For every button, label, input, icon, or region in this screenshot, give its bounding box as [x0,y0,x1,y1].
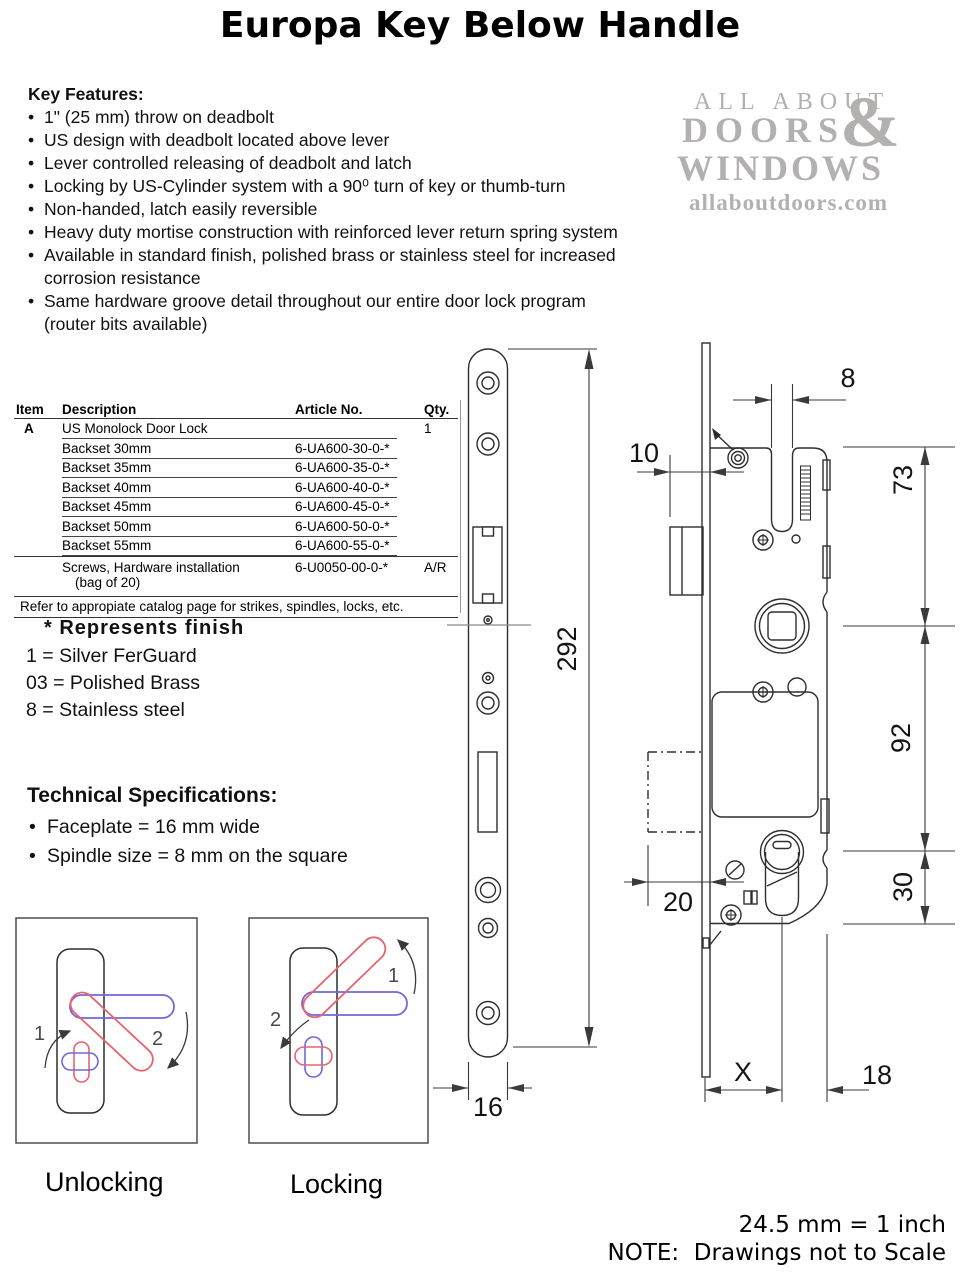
thumbturn-vertical [305,1037,322,1077]
deadbolt-extended [670,527,703,595]
feature-text: Same hardware groove detail throughout our entire door lock program [44,291,586,311]
escutcheon-plate [57,949,104,1113]
lever-lock-position [299,933,391,1022]
dim-label-18: 18 [861,1060,893,1090]
feature-text: Lever controlled releasing of deadbolt and latch [44,153,412,173]
spring [801,466,811,520]
bullet: • [29,816,36,838]
col-header-article: Article No. [295,402,363,417]
lever-unlock-position [66,988,158,1076]
cell-description: Backset 45mm [62,497,295,517]
thumbturn-horizontal [62,1053,98,1070]
cell-article: 6-UA600-50-0-* [295,517,397,537]
feature-text: Locking by US-Cylinder system with a 90⁰ turn of key or thumb-turn [44,176,566,196]
cell-item: A [24,421,34,436]
cell-article: 6-UA600-45-0-* [295,497,397,517]
latch-cutout [473,527,502,603]
dim-label-20: 20 [662,887,694,917]
spec-text: Spindle size = 8 mm on the square [47,845,348,867]
locking-caption: Locking [290,1169,384,1199]
cell-description: Backset 50mm [62,517,295,537]
case-plate [712,692,818,817]
col-header-item: Item [16,402,44,417]
faceplate-edge [702,343,710,1077]
locking-diagram [249,918,428,1143]
not-to-scale-note: NOTE: Drawings not to Scale [607,1240,946,1266]
step-number-2: 2 [270,1009,282,1031]
spec-text: Faceplate = 16 mm wide [47,816,260,838]
screws-desc-line1: Screws, Hardware installation [62,559,240,575]
step-number-2: 2 [152,1028,164,1050]
cell-article: 6-UA600-30-0-* [295,439,397,459]
small-block [752,891,757,904]
dim-label-292: 292 [552,626,582,672]
finish-heading: * Represents finish [44,617,245,639]
dim-label-30: 30 [888,871,918,903]
lever-locked-position [70,995,174,1018]
cell-article: 6-U0050-00-0-* [295,559,389,575]
bullet: • [28,153,35,173]
lever-unlocked-position [302,992,407,1015]
edge-clip [821,799,829,833]
feature-text: 1" (25 mm) throw on deadbolt [44,107,274,127]
cell-description: Backset 40mm [62,478,295,498]
logo-ampersand: & [840,82,900,162]
small-block [744,891,751,904]
dim-label-92: 92 [886,722,916,754]
logo-line-all-about: ALL ABOUT [694,89,891,115]
pin-hole [792,535,800,543]
step-number-1: 1 [388,965,400,987]
feature-text: (router bits available) [44,314,208,334]
thumbturn-vertical [74,1042,89,1082]
finish-code: 1 = Silver FerGuard [26,645,197,667]
unlocking-diagram [16,918,197,1143]
dim-label-73: 73 [888,464,918,496]
top-screw [728,448,748,468]
slotted-screw [726,861,744,879]
faceplate-front-drawing [447,349,531,1057]
deadbolt-cutout [478,752,497,832]
feature-text: Available in standard finish, polished brass or stainless steel for increased [44,245,616,265]
cell-article: 6-UA600-55-0-* [295,536,397,556]
table-footer-note: Refer to appropiate catalog page for strikes, spindles, locks, etc. [14,596,458,618]
finish-code: 8 = Stainless steel [26,699,185,721]
lock-body-drawing [648,343,832,1102]
bullet: • [29,845,36,867]
feature-text: corrosion resistance [44,268,201,288]
unlocking-caption: Unlocking [45,1167,164,1197]
screw-holes [476,372,501,1025]
escutcheon-plate [290,948,337,1115]
bottom-leader [709,931,721,946]
latch-notch-bottom [483,594,494,603]
bullet: • [28,245,35,265]
torx-screw [721,905,741,925]
screws-desc-line2: (bag of 20) [75,574,141,590]
step2-arrow-icon [168,1012,188,1068]
step-number-1: 1 [34,1023,46,1045]
bullet: • [28,291,35,311]
cell-qty: A/R [424,559,447,575]
cell-qty: 1 [424,421,432,436]
dim-label-16: 16 [472,1092,504,1122]
col-header-qty: Qty. [424,402,450,417]
dim-label-10: 10 [628,438,660,468]
faceplate-dimensions [433,349,597,1100]
page-title: Europa Key Below Handle [219,5,741,46]
dim-label-X: X [733,1057,753,1087]
cell-description: Backset 55mm [62,536,295,556]
cell-description: US Monolock Door Lock [62,419,295,439]
logo-line-doors: DOORS [682,110,846,150]
euro-cylinder [761,831,804,916]
faceplate-tab [703,938,709,948]
torx-screw [753,530,773,550]
scale-note: 24.5 mm = 1 inch [738,1212,946,1238]
spindle-hub [755,599,809,653]
bullet: • [28,130,35,150]
col-header-description: Description [62,402,137,417]
latch-notch-top [483,527,494,536]
plate-pin [788,678,806,696]
case-outline [710,448,827,924]
bullet: • [28,222,35,242]
feature-text: US design with deadbolt located above lever [44,130,390,150]
cell-description: Backset 35mm [62,458,295,478]
dim-label-8: 8 [840,363,856,393]
key-features-heading: Key Features: [28,84,144,104]
bullet: • [28,176,35,196]
cell-article: 6-UA600-40-0-* [295,478,397,498]
bullet: • [28,107,35,127]
cell-description: Backset 30mm [62,439,295,459]
feature-text: Non-handed, latch easily reversible [44,199,318,219]
bullet: • [28,199,35,219]
finish-code: 03 = Polished Brass [26,672,200,694]
latch-dashed [648,752,703,832]
logo-website: allaboutdoors.com [689,190,889,215]
cell-article: 6-UA600-35-0-* [295,458,397,478]
logo-line-windows: WINDOWS [677,148,885,188]
tech-specs-heading: Technical Specifications: [27,784,278,807]
feature-text: Heavy duty mortise construction with reinforced lever return spring system [44,222,618,242]
thumbturn-horizontal [295,1047,332,1065]
step1-arrow-icon [398,940,416,994]
